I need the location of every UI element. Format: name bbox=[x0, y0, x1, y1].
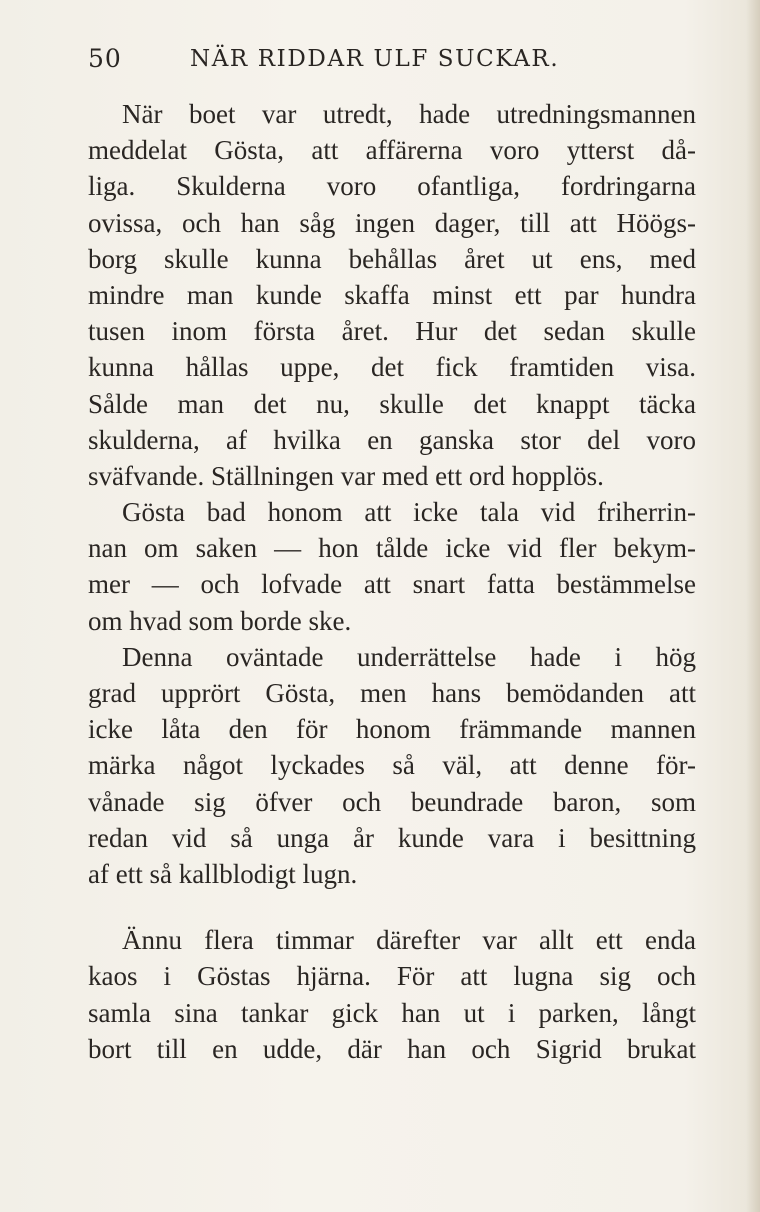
text-line: kaos i Göstas hjärna. För att lugna sig och bbox=[88, 961, 696, 992]
text-line: borg skulle kunna behållas året ut ens, med bbox=[88, 243, 696, 274]
text-line: redan vid så unga år kunde vara i besittning bbox=[88, 822, 696, 853]
page-header bbox=[88, 44, 672, 84]
paragraph-2 bbox=[88, 494, 696, 639]
text-line: kunna hållas uppe, det fick framtiden visa. bbox=[88, 352, 696, 383]
paragraph-3 bbox=[88, 639, 696, 892]
text-line: sväfvande. Ställningen var med ett ord hopplös. bbox=[88, 460, 604, 491]
text-line: tusen inom första året. Hur det sedan skulle bbox=[88, 316, 696, 347]
text-line: mindre man kunde skaffa minst ett par hundra bbox=[88, 279, 696, 310]
text-line: samla sina tankar gick han ut i parken, långt bbox=[88, 997, 696, 1028]
text-line: vånade sig öfver och beundrade baron, som bbox=[88, 786, 696, 817]
text-line: liga. Skulderna voro ofantliga, fordringarna bbox=[88, 171, 696, 202]
text-line: Sålde man det nu, skulle det knappt täcka bbox=[88, 388, 696, 419]
text-line: Gösta bad honom att icke tala vid friherrin- bbox=[122, 497, 696, 528]
text-line: om hvad som borde ske. bbox=[88, 605, 352, 636]
body-text bbox=[88, 96, 696, 1067]
text-line: grad upprört Gösta, men hans bemödanden att bbox=[88, 678, 696, 708]
text-line: skulderna, af hvilka en ganska stor del voro bbox=[88, 424, 696, 455]
text-line: bort till en udde, där han och Sigrid brukat bbox=[88, 1033, 696, 1064]
text-line: När boet var utredt, hade utredningsmannen bbox=[122, 99, 696, 129]
running-head: NÄR RIDDAR ULF SUCKAR. bbox=[190, 46, 560, 72]
page-edge-shadow bbox=[746, 0, 760, 1212]
text-line: märka något lyckades så väl, att denne för- bbox=[88, 750, 696, 781]
section-gap bbox=[88, 892, 696, 922]
text-line: nan om saken — hon tålde icke vid fler bekym- bbox=[88, 533, 696, 564]
paragraph-1 bbox=[88, 96, 696, 494]
page-number: 50 bbox=[88, 44, 122, 73]
text-line: ovissa, och han såg ingen dager, till att Höögs- bbox=[88, 207, 696, 238]
text-line: af ett så kallblodigt lugn. bbox=[88, 858, 358, 889]
text-line: Denna oväntade underrättelse hade i hög bbox=[122, 641, 696, 672]
text-line: meddelat Gösta, att affärerna voro ytterst då- bbox=[88, 135, 696, 166]
paragraph-4 bbox=[88, 922, 696, 1067]
text-line: Ännu flera timmar därefter var allt ett enda bbox=[122, 925, 696, 956]
text-line: icke låta den för honom främmande mannen bbox=[88, 714, 696, 745]
text-line: mer — och lofvade att snart fatta bestämmelse bbox=[88, 569, 696, 600]
